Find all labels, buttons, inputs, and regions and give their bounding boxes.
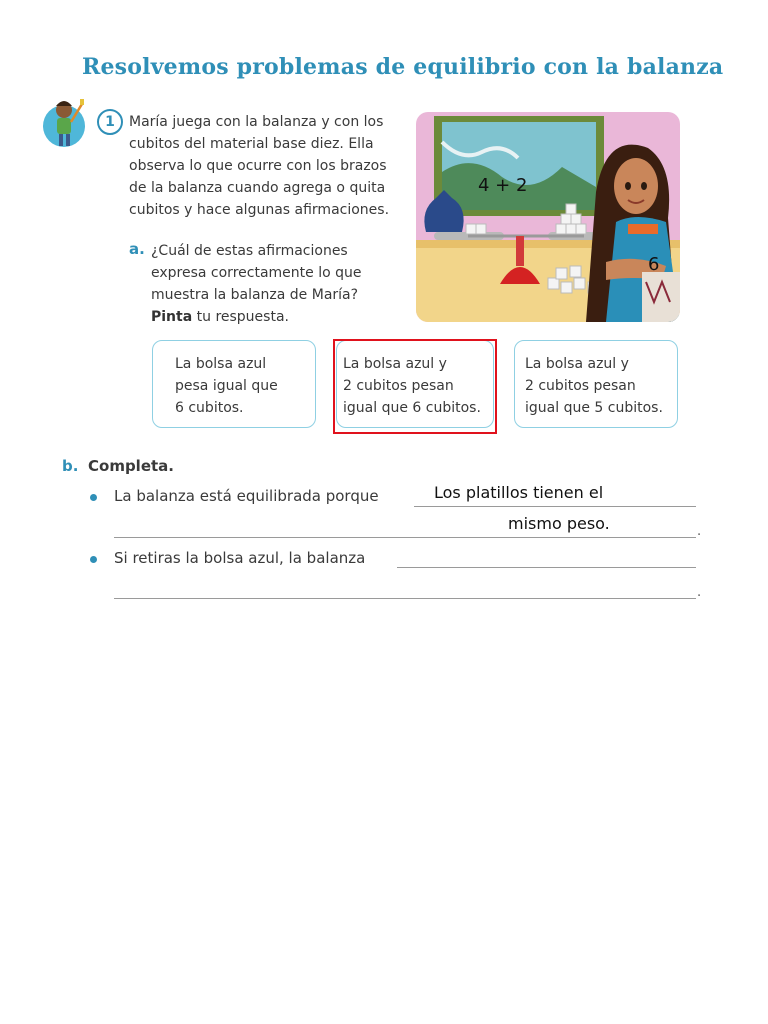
girl-with-balance-image (416, 112, 680, 322)
bullet-icon (90, 556, 97, 563)
answer-option-1[interactable] (152, 340, 316, 428)
item-1-answer-line-1[interactable] (414, 506, 696, 507)
page-title: Resolvemos problemas de equilibrio con la balanza (82, 54, 724, 80)
item-1-answer-text-1[interactable]: Los platillos tienen el (434, 483, 604, 502)
part-a-letter: a. (129, 240, 145, 258)
option-2-line-3: igual que 6 cubitos. (343, 400, 481, 416)
part-b-letter: b. (62, 457, 79, 475)
answer-option-3[interactable] (514, 340, 678, 428)
intro-paragraph: María juega con la balanza y con los cubitos del material base diez. Ella observa lo que ocurre con los brazos de la balanza cuando agrega o quita cubitos y hace algunas afirmaciones. (129, 114, 390, 218)
option-2-line-2: 2 cubitos pesan (343, 378, 454, 394)
part-a-instruction-bold: Pinta (151, 309, 193, 325)
left-pan-annotation: 4 + 2 (478, 175, 528, 196)
option-3-line-3: igual que 5 cubitos. (525, 400, 663, 416)
bullet-icon (90, 494, 97, 501)
option-2-line-1: La bolsa azul y (343, 356, 447, 372)
item-1-period: . (697, 524, 702, 539)
item-2-period: . (697, 585, 702, 600)
item-1-prompt: La balanza está equilibrada porque (114, 487, 379, 505)
option-3-line-1: La bolsa azul y (525, 356, 629, 372)
option-1-line-3: 6 cubitos. (175, 400, 244, 416)
student-avatar-icon (42, 96, 92, 150)
right-pan-annotation: 6 (648, 254, 660, 275)
part-a-instruction-rest: tu respuesta. (196, 309, 289, 325)
option-1-line-2: pesa igual que (175, 378, 278, 394)
item-1-answer-line-2[interactable] (114, 537, 696, 538)
option-3-line-2: 2 cubitos pesan (525, 378, 636, 394)
item-2-answer-line-2[interactable] (114, 598, 696, 599)
part-a-question (151, 240, 401, 328)
item-2-prompt: Si retiras la bolsa azul, la balanza (114, 549, 366, 567)
part-a-question-text: ¿Cuál de estas afirmaciones expresa correctamente lo que muestra la balanza de María? (151, 243, 362, 303)
selected-answer-highlight (333, 339, 497, 434)
part-b-heading: Completa. (88, 457, 174, 475)
question-number-badge: 1 (97, 109, 123, 135)
balance-illustration (416, 112, 680, 322)
item-1-answer-text-2[interactable]: mismo peso. (508, 514, 610, 533)
option-1-line-1: La bolsa azul (175, 356, 267, 372)
item-2-answer-line-1[interactable] (397, 567, 696, 568)
